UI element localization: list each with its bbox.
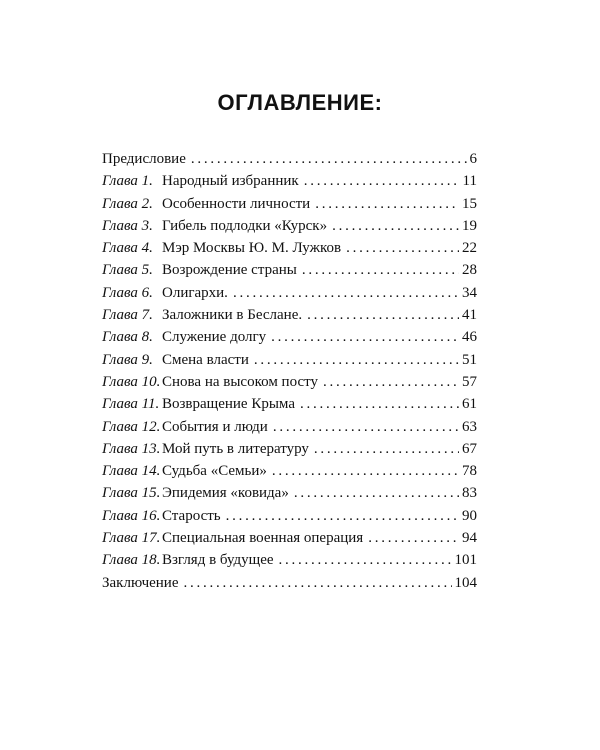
- chapter-label: Глава 3.: [102, 217, 153, 234]
- chapter-label: Глава 2.: [102, 195, 153, 212]
- page-number: 51: [462, 351, 477, 368]
- dot-leader: [184, 572, 452, 594]
- page-title: ОГЛАВЛЕНИЕ:: [217, 90, 383, 115]
- toc-entry: [102, 193, 477, 215]
- page-number: 15: [462, 195, 477, 212]
- page-number: 19: [462, 217, 477, 234]
- dot-leader: [315, 193, 459, 215]
- chapter-title: Взгляд в будущее: [162, 552, 274, 569]
- chapter-label: Глава 6.: [102, 284, 153, 301]
- chapter-label: Глава 7.: [102, 307, 153, 324]
- chapter-label: Глава 9.: [102, 351, 153, 368]
- page-number: 94: [462, 530, 477, 547]
- page-number: 57: [462, 373, 477, 390]
- chapter-label: Глава 16.: [102, 507, 161, 524]
- page-number: 61: [462, 396, 477, 413]
- dot-leader: [191, 148, 467, 170]
- chapter-title: Эпидемия «ковида»: [162, 485, 289, 502]
- chapter-title: Возвращение Крыма: [162, 396, 295, 413]
- chapter-title: Служение долгу: [162, 329, 267, 346]
- chapter-title: События и люди: [162, 418, 268, 435]
- chapter-label: Глава 17.: [102, 530, 161, 547]
- toc-entry: [102, 549, 477, 571]
- chapter-title: Старость: [162, 507, 221, 524]
- dot-leader: [302, 259, 459, 281]
- chapter-title: Заключение: [102, 574, 179, 591]
- toc-entry: [102, 304, 477, 326]
- chapter-label: Глава 14.: [102, 463, 161, 480]
- chapter-label: Глава 1.: [102, 173, 153, 190]
- dot-leader: [307, 304, 459, 326]
- chapter-title: Олигархи.: [162, 284, 228, 301]
- page-number: 90: [462, 507, 477, 524]
- toc-entry: [102, 282, 477, 304]
- toc-entry: [102, 572, 477, 594]
- toc-entry: [102, 393, 477, 415]
- page-number: 83: [462, 485, 477, 502]
- toc-entry: [102, 326, 477, 348]
- dot-leader: [273, 416, 459, 438]
- dot-leader: [233, 282, 459, 304]
- chapter-label: Глава 18.: [102, 552, 161, 569]
- page-number: 34: [462, 284, 477, 301]
- chapter-title: Возрождение страны: [162, 262, 297, 279]
- toc-entry: [102, 170, 477, 192]
- page-number: 28: [462, 262, 477, 279]
- toc-entry: [102, 349, 477, 371]
- dot-leader: [368, 527, 459, 549]
- page-number: 67: [462, 440, 477, 457]
- page-number: 22: [462, 240, 477, 257]
- chapter-title: Мэр Москвы Ю. М. Лужков: [162, 240, 342, 257]
- dot-leader: [332, 215, 459, 237]
- chapter-title: Особенности личности: [162, 195, 311, 212]
- toc-entry: [102, 482, 477, 504]
- dot-leader: [272, 460, 459, 482]
- chapter-title: Заложники в Беслане.: [162, 307, 303, 324]
- chapter-title: Судьба «Семьи»: [162, 463, 267, 480]
- dot-leader: [294, 482, 459, 504]
- chapter-title: Предисловие: [102, 151, 186, 167]
- chapter-label: Глава 5.: [102, 262, 153, 279]
- toc-entry: [102, 460, 477, 482]
- page-number: 6: [469, 151, 477, 167]
- table-of-contents: [102, 148, 477, 594]
- chapter-title: Смена власти: [162, 351, 249, 368]
- dot-leader: [323, 371, 459, 393]
- toc-entry: [102, 438, 477, 460]
- toc-entry: [102, 215, 477, 237]
- page-number: 63: [462, 418, 477, 435]
- chapter-label: Глава 8.: [102, 329, 153, 346]
- chapter-title: Гибель подлодки «Курск»: [162, 217, 328, 234]
- chapter-label: Глава 4.: [102, 240, 153, 257]
- page-number: 104: [454, 574, 477, 591]
- chapter-title: Снова на высоком посту: [162, 373, 318, 390]
- toc-entry: [102, 237, 477, 259]
- page-number: 101: [454, 552, 477, 569]
- toc-entry: [102, 527, 477, 549]
- chapter-label: Глава 10.: [102, 373, 161, 390]
- toc-entry: [102, 148, 477, 170]
- chapter-label: Глава 11.: [102, 396, 160, 413]
- dot-leader: [271, 326, 459, 348]
- page-number: 11: [462, 173, 477, 190]
- chapter-label: Глава 15.: [102, 485, 161, 502]
- dot-leader: [254, 349, 459, 371]
- toc-entry: [102, 416, 477, 438]
- chapter-title: Народный избранник: [162, 173, 299, 190]
- dot-leader: [226, 505, 459, 527]
- toc-entry: [102, 259, 477, 281]
- page-number: 46: [462, 329, 477, 346]
- page-number: 78: [462, 463, 477, 480]
- chapter-label: Глава 13.: [102, 440, 161, 457]
- chapter-title: Мой путь в литературу: [162, 440, 309, 457]
- chapter-label: Глава 12.: [102, 418, 161, 435]
- dot-leader: [279, 549, 452, 571]
- dot-leader: [314, 438, 459, 460]
- chapter-title: Специальная военная операция: [162, 530, 364, 547]
- dot-leader: [304, 170, 460, 192]
- page-number: 41: [462, 307, 477, 324]
- toc-entry: [102, 371, 477, 393]
- dot-leader: [346, 237, 459, 259]
- toc-entry: [102, 505, 477, 527]
- dot-leader: [300, 393, 459, 415]
